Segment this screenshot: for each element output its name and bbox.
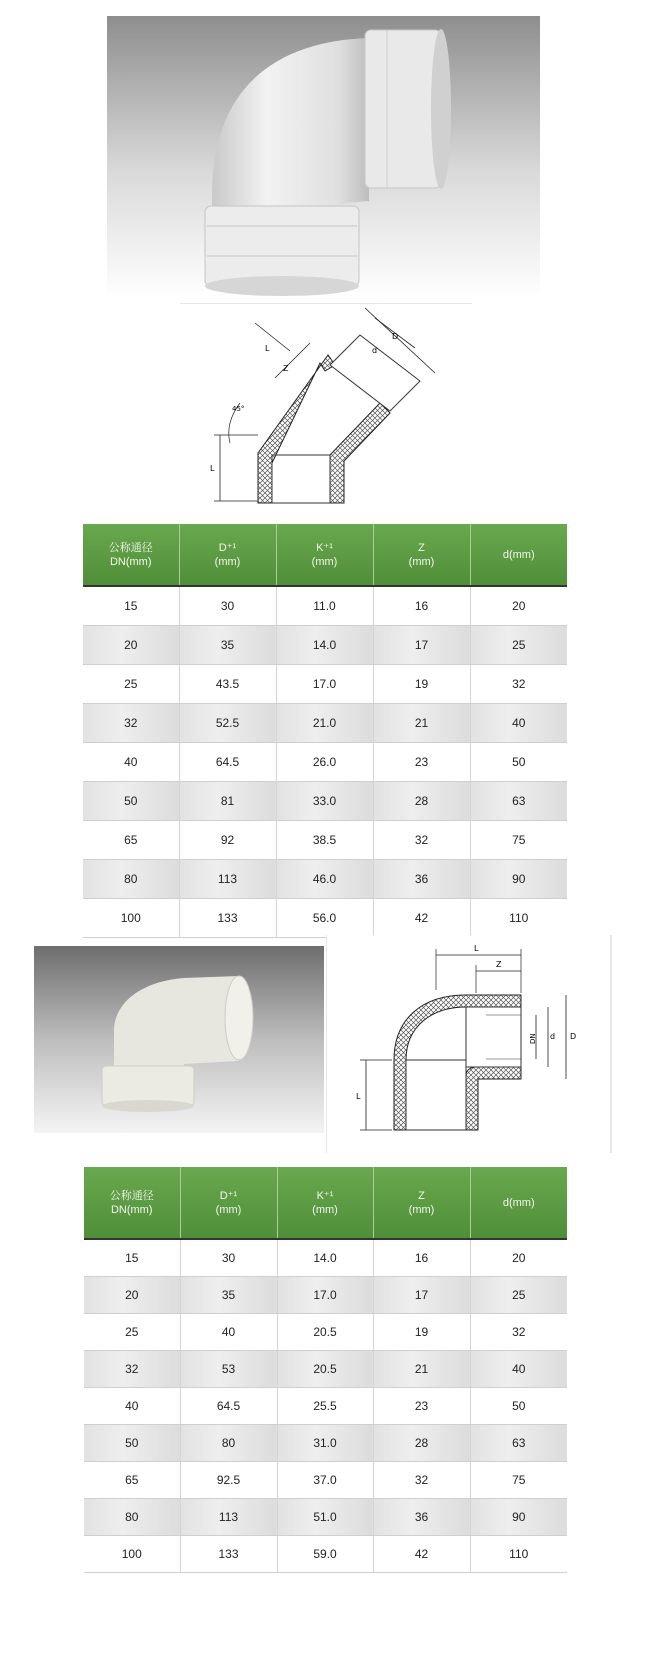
cell-d-outer: 64.5 xyxy=(180,1387,277,1424)
cell-k: 17.0 xyxy=(276,664,373,703)
cell-d-inner: 90 xyxy=(470,859,567,898)
table-row xyxy=(84,1276,567,1313)
cell-d-inner: 50 xyxy=(470,742,567,781)
cell-k: 14.0 xyxy=(277,1239,373,1276)
cell-z: 28 xyxy=(373,781,470,820)
cell-d-outer: 80 xyxy=(180,1424,277,1461)
cell-k: 38.5 xyxy=(276,820,373,859)
header-d-outer: D⁺¹ (mm) xyxy=(179,524,276,586)
cell-dn: 32 xyxy=(83,703,179,742)
cell-z: 21 xyxy=(373,703,470,742)
diagram1-label-angle: 45° xyxy=(232,405,245,413)
table-row xyxy=(83,820,567,859)
cell-k: 14.0 xyxy=(276,625,373,664)
cell-dn: 15 xyxy=(83,586,179,625)
cell-z: 28 xyxy=(373,1424,470,1461)
header-k: K⁺¹ (mm) xyxy=(277,1167,373,1239)
cell-k: 26.0 xyxy=(276,742,373,781)
cell-dn: 20 xyxy=(83,625,179,664)
cell-z: 16 xyxy=(373,1239,470,1276)
table-row xyxy=(84,1498,567,1535)
table-row xyxy=(84,1313,567,1350)
cell-d-outer: 30 xyxy=(180,1239,277,1276)
elbow-photo-1 xyxy=(107,16,540,298)
elbow-45-diagram xyxy=(180,303,472,513)
cell-d-outer: 40 xyxy=(180,1313,277,1350)
cell-k: 33.0 xyxy=(276,781,373,820)
spec-table-2 xyxy=(84,1167,567,1573)
header-k: K⁺¹ (mm) xyxy=(276,524,373,586)
cell-z: 23 xyxy=(373,1387,470,1424)
cell-z: 23 xyxy=(373,742,470,781)
diagram1-label-d: d xyxy=(372,346,378,355)
cell-d-inner: 50 xyxy=(470,1387,567,1424)
header-dn: 公称通径 DN(mm) xyxy=(84,1167,180,1239)
table-row xyxy=(84,1461,567,1498)
cell-k: 56.0 xyxy=(276,898,373,937)
cell-d-inner: 63 xyxy=(470,781,567,820)
cell-d-inner: 32 xyxy=(470,1313,567,1350)
cell-dn: 65 xyxy=(84,1461,180,1498)
diagram2-label-D: D xyxy=(570,1032,577,1041)
cell-d-outer: 52.5 xyxy=(179,703,276,742)
cell-dn: 25 xyxy=(83,664,179,703)
table-row xyxy=(83,781,567,820)
cell-z: 17 xyxy=(373,625,470,664)
header-z: Z (mm) xyxy=(373,1167,470,1239)
table-row xyxy=(83,859,567,898)
cell-dn: 20 xyxy=(84,1276,180,1313)
diagram2-label-L: L xyxy=(474,944,479,953)
cell-k: 17.0 xyxy=(277,1276,373,1313)
cell-z: 21 xyxy=(373,1350,470,1387)
cell-k: 51.0 xyxy=(277,1498,373,1535)
cell-z: 19 xyxy=(373,1313,470,1350)
table-row xyxy=(83,586,567,625)
diagram1-label-D: D xyxy=(392,332,399,341)
cell-dn: 80 xyxy=(84,1498,180,1535)
cell-d-inner: 40 xyxy=(470,1350,567,1387)
header-d-outer: D⁺¹ (mm) xyxy=(180,1167,277,1239)
cell-dn: 100 xyxy=(83,898,179,937)
cell-dn: 15 xyxy=(84,1239,180,1276)
cell-dn: 50 xyxy=(84,1424,180,1461)
cell-dn: 65 xyxy=(83,820,179,859)
cell-d-outer: 35 xyxy=(180,1276,277,1313)
table-row xyxy=(83,742,567,781)
diagram2-label-d: d xyxy=(550,1032,556,1041)
cell-z: 32 xyxy=(373,1461,470,1498)
cell-d-inner: 110 xyxy=(470,898,567,937)
cell-z: 42 xyxy=(373,1535,470,1572)
cell-z: 19 xyxy=(373,664,470,703)
cell-z: 42 xyxy=(373,898,470,937)
cell-z: 17 xyxy=(373,1276,470,1313)
table-row xyxy=(84,1387,567,1424)
header-d-inner: d(mm) xyxy=(470,1167,567,1239)
cell-dn: 40 xyxy=(84,1387,180,1424)
table-row xyxy=(84,1535,567,1572)
cell-k: 31.0 xyxy=(277,1424,373,1461)
cell-k: 20.5 xyxy=(277,1350,373,1387)
cell-d-outer: 64.5 xyxy=(179,742,276,781)
table-header-row xyxy=(84,1167,567,1239)
diagram2-label-L2: L xyxy=(356,1092,361,1101)
cell-d-inner: 20 xyxy=(470,1239,567,1276)
cell-dn: 80 xyxy=(83,859,179,898)
diagram1-label-Z: Z xyxy=(283,364,289,373)
cell-d-inner: 75 xyxy=(470,820,567,859)
cell-z: 36 xyxy=(373,859,470,898)
cell-z: 32 xyxy=(373,820,470,859)
elbow-photo-2 xyxy=(34,946,324,1133)
header-dn: 公称通径 DN(mm) xyxy=(83,524,179,586)
cell-d-inner: 90 xyxy=(470,1498,567,1535)
cell-k: 37.0 xyxy=(277,1461,373,1498)
cell-dn: 100 xyxy=(84,1535,180,1572)
table-row xyxy=(83,664,567,703)
header-d-inner: d(mm) xyxy=(470,524,567,586)
cell-d-inner: 32 xyxy=(470,664,567,703)
cell-d-inner: 25 xyxy=(470,1276,567,1313)
cell-d-inner: 25 xyxy=(470,625,567,664)
cell-d-outer: 92 xyxy=(179,820,276,859)
table-row xyxy=(84,1350,567,1387)
cell-dn: 32 xyxy=(84,1350,180,1387)
cell-d-outer: 53 xyxy=(180,1350,277,1387)
cell-d-outer: 133 xyxy=(179,898,276,937)
cell-k: 59.0 xyxy=(277,1535,373,1572)
cell-d-inner: 63 xyxy=(470,1424,567,1461)
header-z: Z (mm) xyxy=(373,524,470,586)
cell-d-outer: 30 xyxy=(179,586,276,625)
table-row xyxy=(83,703,567,742)
cell-z: 36 xyxy=(373,1498,470,1535)
cell-k: 25.5 xyxy=(277,1387,373,1424)
cell-d-outer: 133 xyxy=(180,1535,277,1572)
diagram2-label-Z: Z xyxy=(496,960,502,969)
diagram2-label-DN: DN xyxy=(529,1033,537,1044)
cell-d-inner: 20 xyxy=(470,586,567,625)
cell-z: 16 xyxy=(373,586,470,625)
cell-d-inner: 40 xyxy=(470,703,567,742)
cell-k: 21.0 xyxy=(276,703,373,742)
table-row xyxy=(83,625,567,664)
cell-k: 46.0 xyxy=(276,859,373,898)
table-row xyxy=(83,898,567,937)
cell-d-inner: 110 xyxy=(470,1535,567,1572)
cell-dn: 25 xyxy=(84,1313,180,1350)
cell-k: 20.5 xyxy=(277,1313,373,1350)
spec-table-1 xyxy=(83,524,567,938)
cell-d-inner: 75 xyxy=(470,1461,567,1498)
diagram1-label-L2: L xyxy=(210,464,215,473)
cell-d-outer: 43.5 xyxy=(179,664,276,703)
cell-d-outer: 81 xyxy=(179,781,276,820)
elbow-90-diagram xyxy=(326,935,612,1153)
cell-d-outer: 113 xyxy=(180,1498,277,1535)
table-row xyxy=(84,1239,567,1276)
table-row xyxy=(84,1424,567,1461)
diagram1-label-L: L xyxy=(265,344,270,353)
cell-d-outer: 35 xyxy=(179,625,276,664)
cell-dn: 40 xyxy=(83,742,179,781)
cell-k: 11.0 xyxy=(276,586,373,625)
cell-dn: 50 xyxy=(83,781,179,820)
table-header-row xyxy=(83,524,567,586)
cell-d-outer: 92.5 xyxy=(180,1461,277,1498)
cell-d-outer: 113 xyxy=(179,859,276,898)
